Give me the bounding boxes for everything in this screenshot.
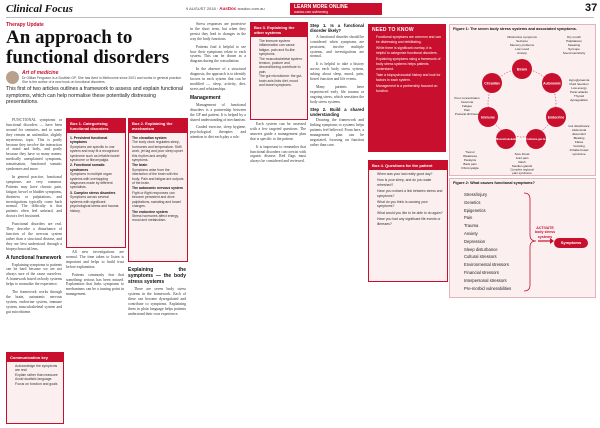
svg-text:Pain: Pain <box>463 108 471 112</box>
symptoms-musculoskeletal <box>461 150 479 170</box>
box-item: • The gut microbiome: the gut-brain axis links diet, mood and bowel symptoms. <box>259 74 304 87</box>
paragraph: Drawing the framework and linking symptoms to systems helps patients feel believed. From here, a management plan can be negotiated, focusing on function rather than cure. <box>310 118 364 147</box>
factor-item: Pain <box>464 215 473 221</box>
factor-item: Financial stressors <box>464 269 499 275</box>
symptoms-pill: Symptoms <box>554 238 588 248</box>
factor-item: Trauma <box>464 223 479 229</box>
box-subheading: The brain <box>132 163 148 168</box>
svg-text:Joint pain: Joint pain <box>515 156 529 160</box>
box-item: • The immune system: inflammation can cause fatigue, pain and flu-like symptoms. <box>259 39 304 57</box>
svg-text:Sore throat: Sore throat <box>514 152 530 156</box>
column-3 <box>128 264 186 424</box>
page-header <box>0 0 600 18</box>
figure-2 <box>449 178 596 298</box>
box-1-categorising <box>66 118 126 248</box>
paragraph: Explaining symptoms to patients can be hard because we are not always sure of the cause ourselves. A framework based on body systems helps to normalise the experience. <box>6 262 62 287</box>
factor-item: Epigenetics <box>464 207 486 213</box>
box-subheading: The endocrine system <box>132 209 168 214</box>
box-title: Box 4. Questions for the patient <box>369 161 447 170</box>
factor-item: Stress/injury <box>464 192 488 197</box>
box-subheading: 1. Persistent functional symptoms <box>70 136 108 145</box>
svg-text:Back pain: Back pain <box>463 162 477 166</box>
paragraph: Graded exercise, sleep hygiene, psychological therapies and attention to diet each play a role. <box>190 125 246 140</box>
box-4-questions <box>368 160 448 282</box>
box-text: Stress hormones affect energy, mood and metabolism. <box>132 213 179 223</box>
body-stress-diagram <box>450 25 595 175</box>
paragraph: Patients commonly fear that something serious has been missed. Explanation that links symptoms to mechanisms can be a turning point in management. <box>66 272 124 297</box>
node-microbiome-label: Microbiome-gut-brain <box>522 138 550 141</box>
svg-text:Bloating: Bloating <box>573 136 585 140</box>
column-6 <box>310 22 364 424</box>
standfirst: This first of two articles outlines a framework to assess and explain functional symptoms, which can help normalise these potentially distressing presentations. <box>6 86 184 106</box>
svg-text:discomfort: discomfort <box>572 132 586 136</box>
box-title: Box 3. Explaining the other systems <box>251 23 307 37</box>
svg-text:Anxiety: Anxiety <box>517 51 527 55</box>
box-text: Symptoms arise from the interaction of the brain with the body. Pain and fatigue are outputs of the brain. <box>132 167 184 186</box>
need-to-know-item: • Management is a partnership focused on function. <box>376 84 442 93</box>
activate-label: ACTIVATE body stress systems <box>534 226 556 239</box>
question-item: • When was your last really good day? <box>377 172 444 176</box>
factor-item: Genetics <box>464 199 481 205</box>
svg-text:Panic attacks: Panic attacks <box>570 90 588 94</box>
svg-text:Weakness: Weakness <box>463 154 477 158</box>
kicker: Therapy Update <box>6 22 44 28</box>
paragraph: Functional disorders are real. They describe a disturbance of function of the nervous system rather than a structural disease, and they are best understood through a biopsychosocial lens. <box>6 222 62 251</box>
svg-text:Gut disturbance: Gut disturbance <box>568 124 590 128</box>
svg-text:Tremor: Tremor <box>465 150 475 154</box>
figure-1 <box>449 24 596 176</box>
factor-item: Cultural stressors <box>464 254 497 260</box>
svg-text:Low mood: Low mood <box>515 47 529 51</box>
factor-item: Environmental stressors <box>464 262 509 268</box>
box-subheading: 3. Complex stress disorders <box>70 190 116 195</box>
svg-text:Fibromyalgia: Fibromyalgia <box>461 166 479 170</box>
site-url: ausdoc.com.au <box>237 6 265 11</box>
learn-more-banner[interactable] <box>290 3 382 15</box>
node-autonomic-label: Autonomic <box>543 81 561 86</box>
svg-text:Postural dizziness: Postural dizziness <box>454 112 480 116</box>
svg-text:Insomnia: Insomnia <box>460 100 474 104</box>
box-text: The body clock regulates sleep, hormones and temperature. Shift work, jet lag and poor sleep upset this rhythm and amplify symptoms. <box>132 140 183 163</box>
svg-text:Vomiting: Vomiting <box>573 144 585 148</box>
svg-text:Syncope: Syncope <box>568 47 580 51</box>
box-subheading: 2. Functional somatic syndromes <box>70 163 105 172</box>
box-text: Fight or flight responses can become persistent and drive palpitations, sweating and bowel changes. <box>132 190 181 209</box>
need-to-know-item: • Functional symptoms are common and can be distressing and debilitating. <box>376 35 442 44</box>
svg-text:Obstructive symptoms: Obstructive symptoms <box>507 35 537 39</box>
figure-1-title: Figure 1: The seven body stress systems and associated symptoms. <box>453 27 577 31</box>
svg-text:Paralysis: Paralysis <box>463 158 477 162</box>
need-to-know-item: • Explaining symptoms using a framework of body stress systems helps patients understand. <box>376 57 442 71</box>
svg-text:Flatus: Flatus <box>574 140 584 144</box>
svg-text:syndrome: syndrome <box>572 152 586 156</box>
step-heading: Step 1. Is a functional disorder likely? <box>310 23 364 33</box>
paragraph: Each system can be assessed with a few targeted questions. The answers guide a management plan that is specific to the patient. <box>250 122 306 141</box>
factor-item: Anxiety <box>464 230 478 236</box>
page-number: 37 <box>585 2 598 14</box>
section-heading: Management <box>190 94 221 101</box>
column-4 <box>190 22 246 424</box>
svg-text:Abdominal: Abdominal <box>571 128 587 132</box>
node-musculoskeletal-label: Musculoskeletal <box>495 138 517 141</box>
section-heading: Explaining the symptoms — the body stress systems <box>128 267 186 285</box>
svg-text:Poor concentration: Poor concentration <box>454 96 480 100</box>
step-heading: Step 2. Build a shared understanding <box>310 106 364 117</box>
svg-text:Low energy: Low energy <box>571 86 587 90</box>
symptoms-circadian <box>454 96 480 116</box>
paragraph: All new investigations are normal. The time taken to listen is important and helps to build trust before explanation. <box>66 250 124 269</box>
svg-text:Dry mouth: Dry mouth <box>567 35 581 39</box>
svg-text:Palpitations: Palpitations <box>566 39 582 43</box>
box-3-other-systems <box>250 22 308 120</box>
svg-text:Swollen glands: Swollen glands <box>511 164 533 168</box>
article-title: An approach to functional disorders <box>6 27 170 68</box>
question-item: • Have you noticed a link between stress and symptoms? <box>377 189 444 198</box>
svg-text:Sound sensitivity: Sound sensitivity <box>562 51 586 55</box>
svg-text:dysregulation: dysregulation <box>570 98 588 102</box>
author-bio: Dr Gillian Ferguson is a Scottish GP. She has lived in Melbourne since 2001 and works in general practice. She is the author of a new book on functional disorders. <box>22 76 182 84</box>
node-circadian-label: Circadian <box>484 81 500 86</box>
node-endocrine-label: Endocrine <box>547 115 565 120</box>
figure-2-title: Figure 2: What causes functional symptoms? <box>453 181 535 185</box>
question-item: • Have you had any significant life events or illnesses? <box>377 217 444 226</box>
paragraph: Management of functional disorders is a partnership between the GP and patient. It is helped by a shared understanding of mechanism. <box>190 102 246 122</box>
issue-line <box>186 6 265 11</box>
banner-url: ausdoc.com.au/learning <box>294 10 328 14</box>
box-item: • Acknowledge the symptoms are real <box>15 364 60 373</box>
svg-text:Irritable bowel: Irritable bowel <box>569 148 589 152</box>
paragraph: In general practice, functional symptoms are very common. Patients may have chronic pain, fatigue, bowel or bladder symptoms, dizziness or palpitations, and investigations typically come back normal. The difficulty is that patients often feel unheard, and doctors feel frustrated. <box>6 174 62 219</box>
need-to-know-title: NEED TO KNOW <box>372 27 414 33</box>
paragraph: A functional disorder should be considered when symptoms are persistent, involve multiple systems, and investigations are normal. <box>310 34 364 59</box>
paragraph: The framework works through the brain, autonomic nervous system, endocrine system, immune system, musculoskeletal system and gut microbiome. <box>6 290 62 314</box>
paragraph: It is helpful to take a history across each body stress system, asking about sleep, mood, pain, bowel function and life events. <box>310 62 364 82</box>
paragraph: Many patients have experienced early life trauma or ongoing stress, which sensitises the body stress systems. <box>310 84 364 104</box>
paragraph: Stress responses are protective in the short term, but when they persist they lead to changes in the way the body functions. <box>190 22 246 41</box>
box-subheading: The circadian system <box>132 136 167 140</box>
box-text: Symptoms across several systems with significant psychological stress and trauma history. <box>70 195 119 213</box>
svg-text:Sweating: Sweating <box>567 43 581 47</box>
need-to-know-item: • Take a biopsychosocial history and look for factors in each system. <box>376 73 442 82</box>
banner-title: LEARN MORE ONLINE <box>294 4 348 10</box>
symptoms-endocrine <box>569 78 590 102</box>
question-item: • How is your sleep, and do you wake refreshed? <box>377 178 444 187</box>
box-title: Box 1. Categorising functional disorders <box>67 119 125 133</box>
column-5 <box>250 122 306 424</box>
svg-text:Fluid retention: Fluid retention <box>569 82 589 86</box>
header-rule <box>6 17 594 18</box>
box-item: • Avoid dualistic language <box>15 377 60 381</box>
symptoms-immune <box>510 152 534 175</box>
svg-text:Complex regional: Complex regional <box>510 167 534 172</box>
question-item: • What do you think is causing your symptoms? <box>377 200 444 209</box>
box-item: • Focus on function and goals <box>15 382 60 386</box>
author-photo <box>6 71 19 84</box>
svg-text:pain syndrome: pain syndrome <box>512 171 532 175</box>
need-to-know-item: • While there is significant overlap, it is helpful to categorise functional disorders. <box>376 46 442 55</box>
communication-box <box>6 352 64 424</box>
factor-item: Depression <box>464 238 486 244</box>
paragraph: In the absence of a structural diagnosis, the approach is to identify factors in each system that can be modified — sleep, activity, diet, stress and relationships. <box>190 67 246 91</box>
issue-date: 9 AUGUST 2018 · <box>186 6 219 11</box>
series-name: Art of medicine <box>22 70 59 76</box>
column-2 <box>66 250 124 424</box>
box-item: • Explain rather than reassure <box>15 373 60 377</box>
svg-text:Thyroid: Thyroid <box>573 94 585 98</box>
brand-logo: AusDoc <box>219 6 237 11</box>
question-item: • What would you like to be able to do again? <box>377 211 444 215</box>
factor-item: Pre-morbid vulnerabilities <box>464 285 512 291</box>
svg-text:Memory problems: Memory problems <box>509 43 535 47</box>
need-to-know-box <box>368 24 446 152</box>
svg-text:Rash: Rash <box>518 160 526 164</box>
symptoms-autonomic <box>563 35 586 55</box>
section-title: Clinical Focus <box>6 3 73 15</box>
byline <box>22 70 182 84</box>
node-immune-label: Immune <box>481 115 495 120</box>
paragraph: There are seven body stress systems in the framework. Each of these can become dysregulated and contribute to symptoms. Explaining them in plain language helps patients understand their own experience. <box>128 287 186 316</box>
paragraph: Patients find it helpful to see how their symptoms relate to each system. This can be drawn as a diagram during the consultation. <box>190 44 246 64</box>
box-item: • The musculoskeletal system: tension, posture and deconditioning contribute to pain. <box>259 57 304 75</box>
box-title: Communication key <box>7 353 63 362</box>
box-text: Symptoms are specific to one system and may fit a recognised syndrome such as irritable bowel syndrome or fibromyalgia. <box>70 144 120 163</box>
section-heading: A functional framework <box>6 254 62 261</box>
paragraph: It is important to remember that functional disorders can coexist with organic disease. Red flags must always be considered and reviewed. <box>250 144 306 164</box>
box-subheading: The autonomic nervous system <box>132 186 183 191</box>
svg-text:Seizures: Seizures <box>516 39 528 43</box>
svg-text:Fatigue: Fatigue <box>461 104 473 108</box>
svg-text:Hypoglycaemia: Hypoglycaemia <box>568 78 590 82</box>
factor-item: Interpersonal stressors <box>464 277 507 283</box>
box-text: Symptoms in multiple organ systems with overlapping diagnoses made by different specialists. <box>70 172 113 190</box>
factor-item: Sleep disturbance <box>464 246 498 252</box>
box-title: Box 2. Explaining the mechanism <box>129 119 187 133</box>
box-2-mechanism <box>128 118 188 262</box>
node-brain-label: Brain <box>516 66 528 72</box>
symptoms-brain <box>507 35 537 55</box>
symptoms-microbiome <box>568 124 590 156</box>
paragraph: FUNCTIONAL symptoms or functional disorders — have been around for centuries, and to some they remain an unfamiliar, slightly mysterious topic. This is partly because they involve the interaction of mind and body, and partly because they have so many names: medically unexplained symptoms, somatisation, functional somatic syndromes and more. <box>6 118 62 172</box>
